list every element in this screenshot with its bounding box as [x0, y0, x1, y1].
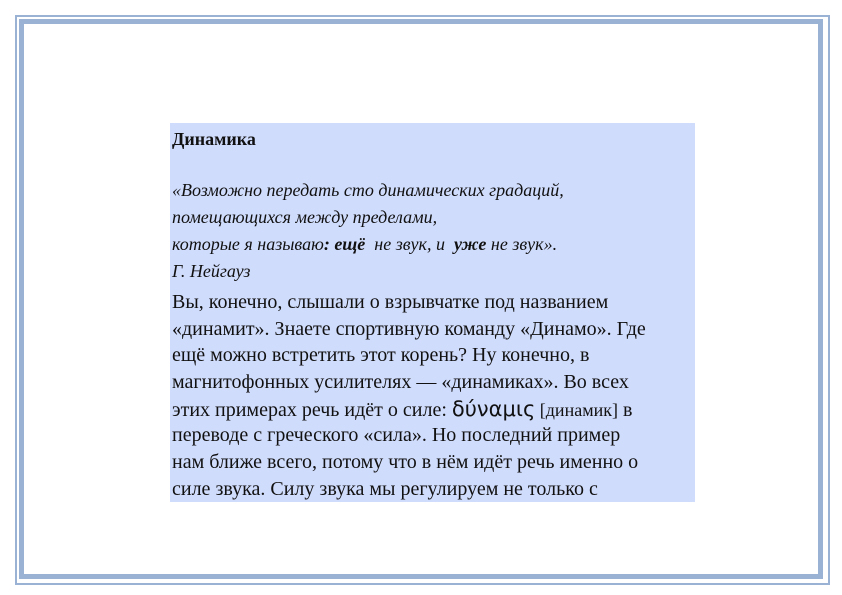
- quote-author: Г. Нейгауз: [172, 261, 251, 281]
- bracket-translation: [динамик]: [535, 399, 618, 420]
- quote-line-3-suffix: не звук».: [486, 234, 558, 254]
- body-line-5-prefix: этих примерах речь идёт о силе:: [172, 398, 452, 421]
- body-line-4: магнитофонных усилителях — «динамиках». Во всех: [172, 371, 629, 394]
- quote-line-3-prefix: которые я называю: [172, 234, 324, 254]
- body-line-1: Вы, конечно, слышали о взрывчатке под названием: [172, 291, 609, 313]
- body-line-7: нам ближе всего, потому что в нём идёт речь именно о: [172, 451, 639, 474]
- body-line-5-suffix: в: [617, 398, 633, 421]
- dynamics-text-box: [170, 123, 695, 502]
- quote-line-3: [172, 231, 564, 258]
- body-paragraph: [172, 289, 694, 502]
- greek-word-dynamis: δύναμις: [451, 396, 536, 421]
- section-title: Динамика: [172, 129, 256, 149]
- body-line-5: [172, 396, 694, 423]
- body-line-3: ещё можно встретить этот корень? Ну конечно, в: [172, 344, 590, 367]
- body-line-2: «динамит». Знаете спортивную команду «Динамо». Где: [172, 317, 646, 340]
- quote-emphasis-uzhe: уже: [453, 234, 487, 254]
- quote-line-3-mid: не звук, и: [365, 234, 454, 254]
- quote-line-2: помещающихся между пределами,: [172, 207, 438, 227]
- quote-emphasis-eshche: ещё: [334, 234, 366, 254]
- body-line-8: силе звука. Силу звука мы регулируем не только с: [172, 477, 598, 500]
- quote-line-1: «Возможно передать сто динамических градаций,: [172, 180, 564, 200]
- quote-colon: :: [323, 234, 335, 254]
- epigraph-quote: [172, 177, 564, 285]
- body-line-6: переводе с греческого «сила». Но последний пример: [172, 424, 621, 447]
